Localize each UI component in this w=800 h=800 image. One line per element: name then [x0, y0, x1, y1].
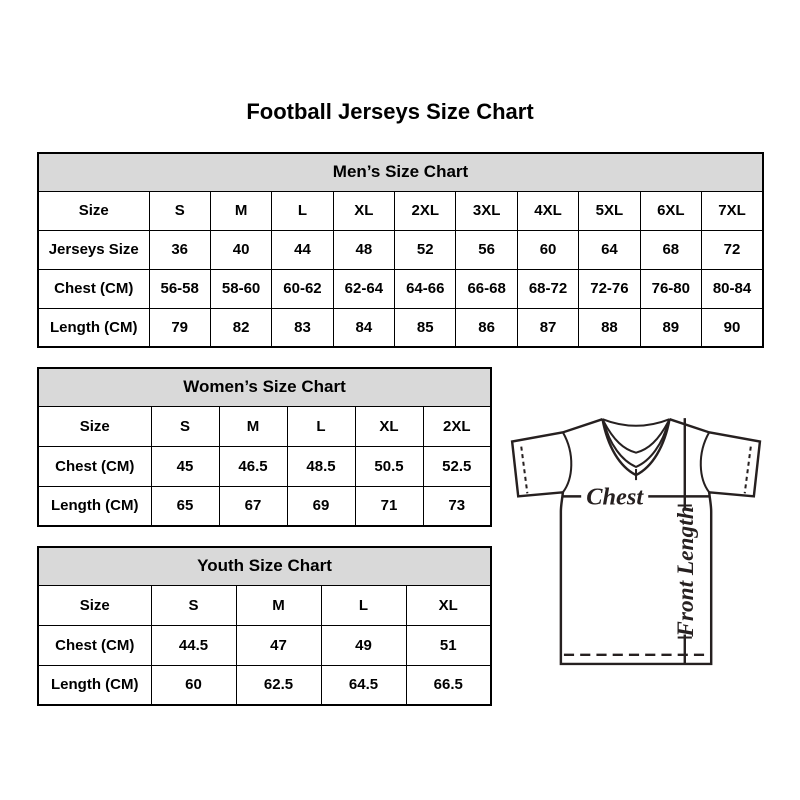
left-cuff-dashed-line — [521, 447, 527, 494]
value-cell: 69 — [287, 486, 355, 526]
value-cell: 2XL — [395, 191, 456, 230]
value-cell: 7XL — [702, 191, 763, 230]
row-label-cell: Size — [38, 585, 151, 625]
table-title-row — [38, 153, 763, 191]
table-row — [38, 269, 763, 308]
value-cell: M — [210, 191, 271, 230]
table-row — [38, 406, 491, 446]
table-title-row — [38, 547, 491, 585]
value-cell: 79 — [149, 308, 210, 347]
value-cell: S — [151, 585, 236, 625]
value-cell: 5XL — [579, 191, 640, 230]
value-cell: L — [321, 585, 406, 625]
value-cell: 44 — [272, 230, 333, 269]
value-cell: 50.5 — [355, 446, 423, 486]
page-title: Football Jerseys Size Chart — [246, 99, 534, 124]
womens-size-chart-table — [37, 367, 492, 527]
value-cell: 56-58 — [149, 269, 210, 308]
value-cell: 51 — [406, 625, 491, 665]
table-title: Men’s Size Chart — [38, 153, 763, 191]
table-row — [38, 486, 491, 526]
value-cell: 87 — [517, 308, 578, 347]
value-cell: 56 — [456, 230, 517, 269]
value-cell: 85 — [395, 308, 456, 347]
row-label-cell: Size — [38, 191, 149, 230]
value-cell: 83 — [272, 308, 333, 347]
row-label-cell: Chest (CM) — [38, 446, 151, 486]
value-cell: 67 — [219, 486, 287, 526]
value-cell: 48.5 — [287, 446, 355, 486]
row-label-cell: Size — [38, 406, 151, 446]
value-cell: 60 — [151, 665, 236, 705]
value-cell: 82 — [210, 308, 271, 347]
table-row — [38, 308, 763, 347]
table-row — [38, 625, 491, 665]
value-cell: 52 — [395, 230, 456, 269]
row-label-cell: Jerseys Size — [38, 230, 149, 269]
collar-top-rim — [603, 419, 670, 426]
row-label-cell: Chest (CM) — [38, 625, 151, 665]
jersey-outline — [512, 419, 760, 664]
right-armhole-seam — [701, 432, 709, 492]
value-cell: XL — [406, 585, 491, 625]
table-title: Women’s Size Chart — [38, 368, 491, 406]
value-cell: 72 — [702, 230, 763, 269]
value-cell: M — [219, 406, 287, 446]
value-cell: XL — [355, 406, 423, 446]
value-cell: 90 — [702, 308, 763, 347]
value-cell: 3XL — [456, 191, 517, 230]
value-cell: 60 — [517, 230, 578, 269]
value-cell: 64 — [579, 230, 640, 269]
table-title: Youth Size Chart — [38, 547, 491, 585]
value-cell: L — [287, 406, 355, 446]
row-label-cell: Length (CM) — [38, 308, 149, 347]
value-cell: 68 — [640, 230, 701, 269]
chest-label: Chest — [586, 483, 644, 511]
row-label-cell: Length (CM) — [38, 486, 151, 526]
value-cell: 36 — [149, 230, 210, 269]
value-cell: 62.5 — [236, 665, 321, 705]
row-label-cell: Chest (CM) — [38, 269, 149, 308]
mens-size-chart-table — [37, 152, 764, 348]
value-cell: 60-62 — [272, 269, 333, 308]
value-cell: 66.5 — [406, 665, 491, 705]
table-row — [38, 230, 763, 269]
collar-mid-v — [604, 421, 669, 467]
table-row — [38, 446, 491, 486]
value-cell: S — [151, 406, 219, 446]
value-cell: 49 — [321, 625, 406, 665]
value-cell: 84 — [333, 308, 394, 347]
table-row — [38, 191, 763, 230]
value-cell: 66-68 — [456, 269, 517, 308]
value-cell: 64.5 — [321, 665, 406, 705]
right-cuff-dashed-line — [745, 447, 751, 494]
value-cell: L — [272, 191, 333, 230]
value-cell: 80-84 — [702, 269, 763, 308]
value-cell: 46.5 — [219, 446, 287, 486]
value-cell: 71 — [355, 486, 423, 526]
table-row — [38, 665, 491, 705]
value-cell: 64-66 — [395, 269, 456, 308]
value-cell: 44.5 — [151, 625, 236, 665]
value-cell: 89 — [640, 308, 701, 347]
table-row — [38, 585, 491, 625]
value-cell: 58-60 — [210, 269, 271, 308]
value-cell: 45 — [151, 446, 219, 486]
value-cell: M — [236, 585, 321, 625]
value-cell: 40 — [210, 230, 271, 269]
value-cell: 65 — [151, 486, 219, 526]
value-cell: 72-76 — [579, 269, 640, 308]
row-label-cell: Length (CM) — [38, 665, 151, 705]
youth-size-chart-table — [37, 546, 492, 706]
value-cell: 48 — [333, 230, 394, 269]
value-cell: 2XL — [423, 406, 491, 446]
value-cell: 4XL — [517, 191, 578, 230]
value-cell: 52.5 — [423, 446, 491, 486]
value-cell: 47 — [236, 625, 321, 665]
jersey-measurement-diagram — [504, 408, 764, 668]
value-cell: 86 — [456, 308, 517, 347]
left-armhole-seam — [563, 432, 571, 492]
value-cell: 62-64 — [333, 269, 394, 308]
table-title-row — [38, 368, 491, 406]
front-length-label: Front Length — [672, 506, 699, 637]
value-cell: 88 — [579, 308, 640, 347]
value-cell: S — [149, 191, 210, 230]
jersey-diagram-svg — [504, 408, 764, 668]
value-cell: 6XL — [640, 191, 701, 230]
value-cell: 68-72 — [517, 269, 578, 308]
value-cell: 76-80 — [640, 269, 701, 308]
value-cell: 73 — [423, 486, 491, 526]
value-cell: XL — [333, 191, 394, 230]
